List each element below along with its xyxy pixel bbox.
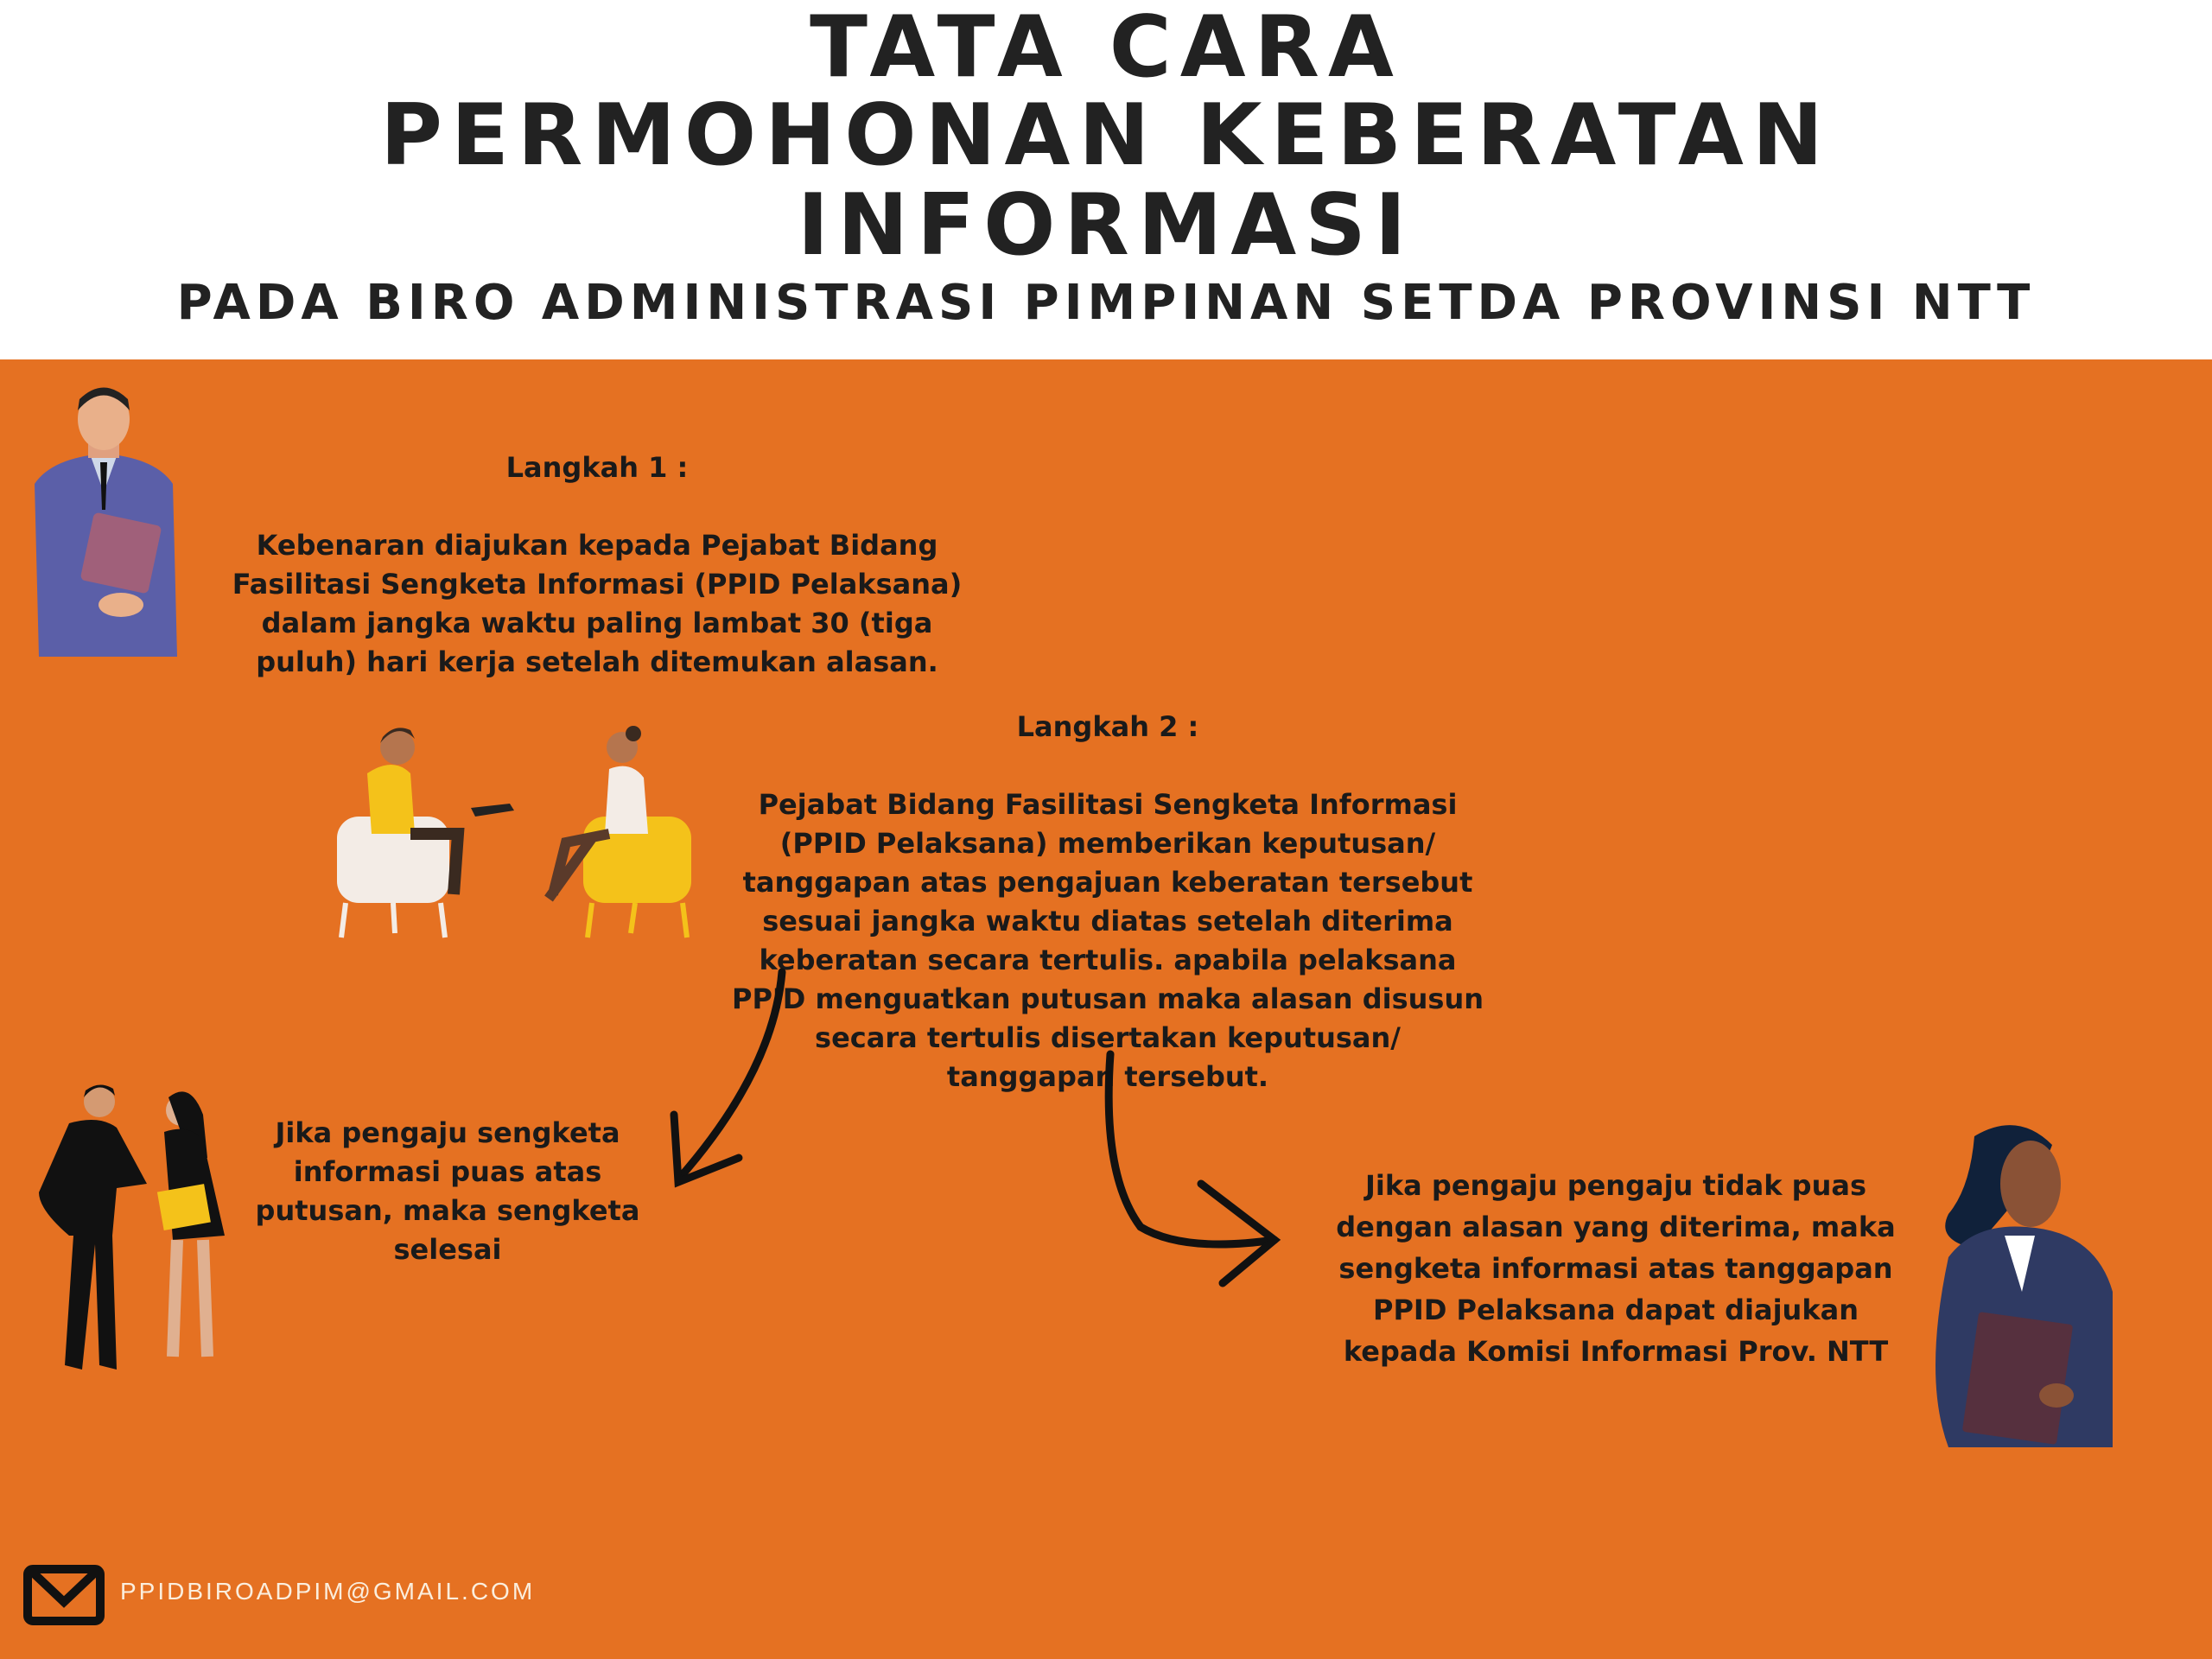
step2-heading: Langkah 2 : (1016, 710, 1199, 743)
businesswoman-illustration (1923, 1119, 2126, 1447)
arrow-to-unsatisfied (1089, 1046, 1287, 1296)
title-line-1: TATA CARA (810, 0, 1402, 97)
meeting-illustration (333, 721, 696, 946)
step2-body: Pejabat Bidang Fasilitasi Sengketa Informasi (PPID Pelaksana) memberikan keputusan/ tanggapan atas pengajuan keberatan tersebut sesuai jangka waktu diatas setelah diterima keberatan secara tertulis. apabila pelaksana PPID menguatkan putusan maka alasan disusun secara tertulis disertakan keputusan/ tanggapan tersebut. (731, 788, 1484, 1093)
handshake-illustration (30, 1080, 238, 1378)
contact-email[interactable]: PPIDBIROADPIM@GMAIL.COM (120, 1578, 536, 1605)
outcome-unsatisfied: Jika pengaju pengaju tidak puas dengan alasan yang diterima, maka sengketa informasi atas tanggapan PPID Pelaksana dapat diajukan kepada Komisi Informasi Prov. NTT (1336, 1169, 1896, 1368)
envelope-icon (22, 1564, 105, 1626)
header-band (0, 0, 2212, 359)
title-line-3: INFORMASI (797, 176, 1415, 275)
businessman-illustration (26, 380, 181, 665)
subtitle: PADA BIRO ADMINISTRASI PIMPINAN SETDA PROVINSI NTT (176, 275, 2036, 331)
title-line-2: PERMOHONAN KEBERATAN (380, 86, 1832, 185)
arrow-to-satisfied (657, 968, 804, 1192)
step1-heading: Langkah 1 : (505, 451, 689, 484)
outcome-satisfied: Jika pengaju sengketa informasi puas atas putusan, maka sengketa selesai (255, 1116, 640, 1266)
step1-body: Kebenaran diajukan kepada Pejabat Bidang Fasilitasi Sengketa Informasi (PPID Pelaksana) dalam jangka waktu paling lambat 30 (tiga puluh) hari kerja setelah ditemukan alasan. (232, 529, 963, 678)
